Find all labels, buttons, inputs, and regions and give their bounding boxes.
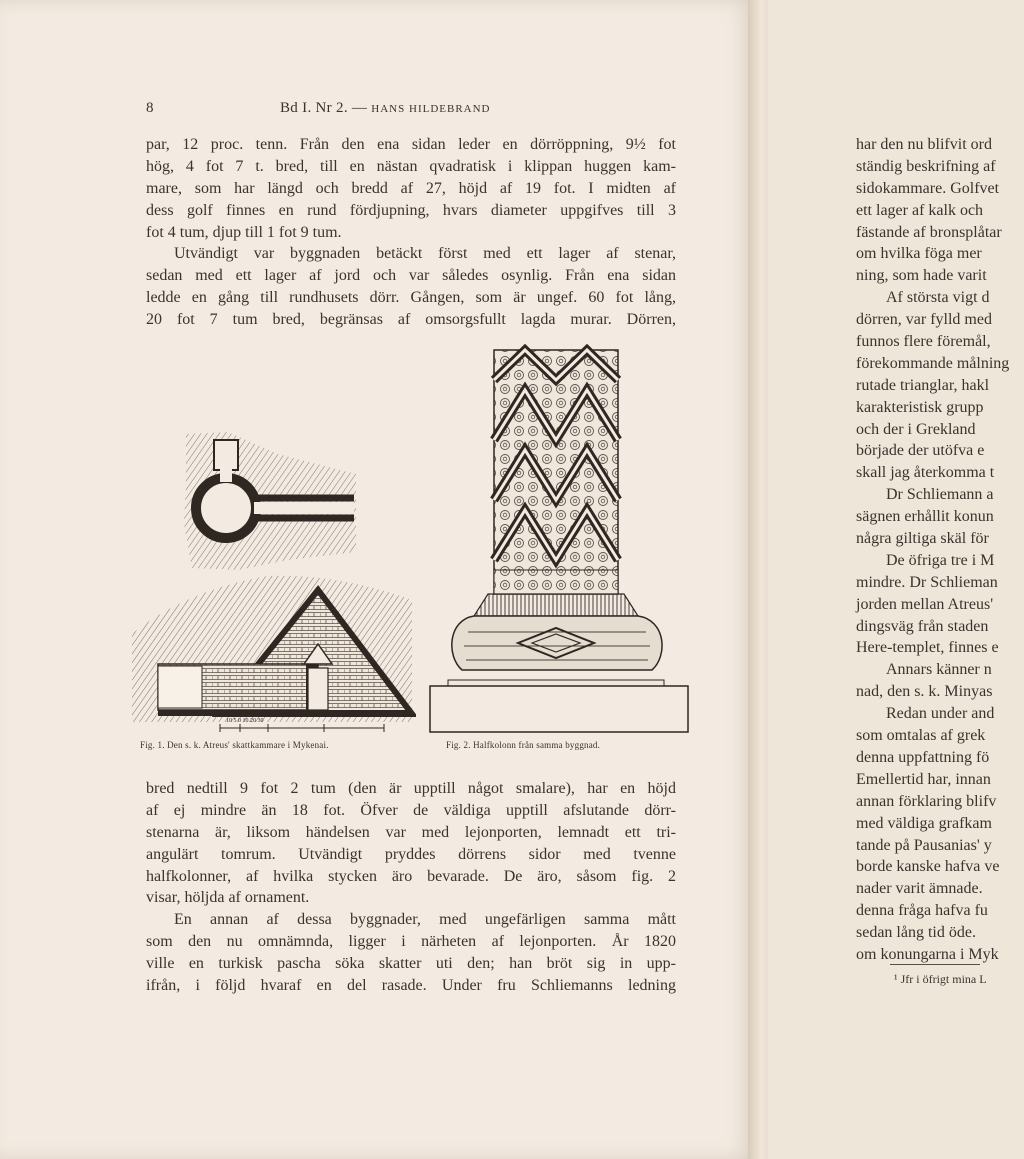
body-text-top <box>146 134 676 331</box>
text-line: karakteristisk grupp <box>856 398 984 416</box>
text-line: En annan af dessa byggnader, med ungefärligen samma mått <box>174 911 676 929</box>
book-gutter <box>748 0 770 1159</box>
text-line: hög, 4 fot 7 t. bred, till en nästan qvadratisk i klippan huggen kam- <box>146 157 676 175</box>
text-line: ville en turkisk pascha söka skatter uti den; han bröt sig in upp- <box>146 955 676 973</box>
text-line: fot 4 tum, djup till 1 fot 9 tum. <box>146 223 342 241</box>
text-line: har den nu blifvit ord <box>856 136 992 153</box>
text-line: några giltiga skäl för <box>856 530 989 548</box>
text-line: nader varit ämnade. <box>856 880 983 898</box>
text-line: om konungarna i Myk <box>856 945 999 963</box>
text-line: borde kanske hafva ve <box>856 858 1000 876</box>
text-line: annan förklaring blifv <box>856 792 997 810</box>
text-line: skall jag återkomma t <box>856 464 995 482</box>
text-line: bred nedtill 9 fot 2 tum (den är upptill något smalare), har en höjd <box>146 780 676 797</box>
author-name: HANS HILDEBRAND <box>371 103 491 115</box>
figure-2-half-column-illustration <box>428 340 690 736</box>
text-line: denna uppfattning fö <box>856 748 990 766</box>
text-line: med väldiga grafkam <box>856 814 992 832</box>
text-line: angulärt tomrum. Utvändigt pryddes dörrens sidor med tvenne <box>146 845 676 863</box>
body-text-bottom <box>146 778 676 997</box>
text-line: ning, som hade varit <box>856 267 987 285</box>
text-line: 20 fot 7 tum bred, begränsas af omsorgsfullt lagda murar. Dörren, <box>146 311 676 329</box>
text-line: Redan under and <box>886 705 995 723</box>
text-line: sägnen erhållit konun <box>856 508 994 526</box>
text-line: sedan lång tid öde. <box>856 924 976 942</box>
plan-view <box>184 432 356 570</box>
footnote-rule <box>890 964 980 965</box>
text-line: jorden mellan Atreus' <box>856 595 994 613</box>
text-line: Dr Schliemann a <box>886 486 994 504</box>
figure-1-caption: Fig. 1. Den s. k. Atreus' skattkammare i Mykenai. <box>140 740 329 750</box>
text-line: Here-templet, finnes e <box>856 639 999 657</box>
text-line: ett lager af kalk och <box>856 201 984 219</box>
text-line: denna fråga hafva fu <box>856 902 988 920</box>
text-line: tande på Pausanias' y <box>856 836 992 854</box>
text-line: Utvändigt var byggnaden betäckt först med ett lager af stenar, <box>174 245 676 263</box>
text-line: funnos flere föremål, <box>856 333 991 351</box>
figure-1-treasury-illustration <box>128 424 416 736</box>
text-line: förekommande målning <box>856 354 1010 372</box>
text-line: som den nu omnämnda, ligger i närheten af lejonporten. År 1820 <box>146 933 676 951</box>
text-line: Annars känner n <box>886 661 992 679</box>
text-line: dingsväg från staden <box>856 617 989 635</box>
text-line: ledde en gång till rundhusets dörr. Gången, som är ungef. 60 fot lång, <box>146 289 676 307</box>
section-view <box>132 576 412 722</box>
text-line: sedan med ett lager af jord och var således osynlig. Från ena sidan <box>146 267 676 285</box>
text-line: stenarna är, liksom händelsen var med lejonporten, lemnadt ett tri- <box>146 823 676 841</box>
text-line: par, 12 proc. tenn. Från den ena sidan leder en dörröppning, 9½ fot <box>146 136 676 153</box>
text-line: fästande af bronsplåtar <box>856 223 1002 241</box>
text-line: ifrån, i följd hvaraf en del rasade. Under fru Schliemanns ledning <box>146 977 676 995</box>
text-line: sidokammare. Golfvet <box>856 179 1000 197</box>
text-line: dörren, var fylld med <box>856 311 992 329</box>
text-line: nad, den s. k. Minyas <box>856 683 993 701</box>
page-number: 8 <box>146 100 154 116</box>
running-header <box>146 100 676 124</box>
text-line: mindre. Dr Schlieman <box>856 573 998 591</box>
text-line: ständig beskrifning af <box>856 157 996 175</box>
right-page <box>768 0 1024 1159</box>
text-line: mare, som har längd och bredd af 27, höjd af 19 fot. I midten af <box>146 179 676 197</box>
running-title <box>280 100 491 117</box>
text-line: började der utöfva e <box>856 442 985 460</box>
text-line: visar, höljda af ornament. <box>146 889 310 907</box>
text-line: dess golf finnes en rund fördjupning, hvars diameter uppgifves till 3 <box>146 201 676 219</box>
text-line: halfkolonner, af hvilka stycken äro bevarade. De äro, såsom fig. 2 <box>146 867 676 885</box>
text-line: och der i Grekland <box>856 420 976 438</box>
text-line: som omtalas af grek <box>856 727 986 745</box>
text-line: af ej mindre än 18 fot. Öfver de väldiga upptill afslutande dörr- <box>146 801 676 819</box>
right-page-text <box>856 134 1024 966</box>
text-line: rutade trianglar, hakl <box>856 376 990 394</box>
volume-label: Bd I. Nr 2. — <box>280 100 368 116</box>
text-line: om hvilka föga mer <box>856 245 982 263</box>
scale-label: 10 5 0 10 20 30 <box>226 718 264 724</box>
text-line: Emellertid har, innan <box>856 770 991 788</box>
text-line: De öfriga tre i M <box>886 551 995 569</box>
footnote: ¹ Jfr i öfrigt mina L <box>894 972 987 986</box>
text-line: Af största vigt d <box>886 289 990 307</box>
figure-2-caption: Fig. 2. Halfkolonn från samma byggnad. <box>446 740 601 750</box>
